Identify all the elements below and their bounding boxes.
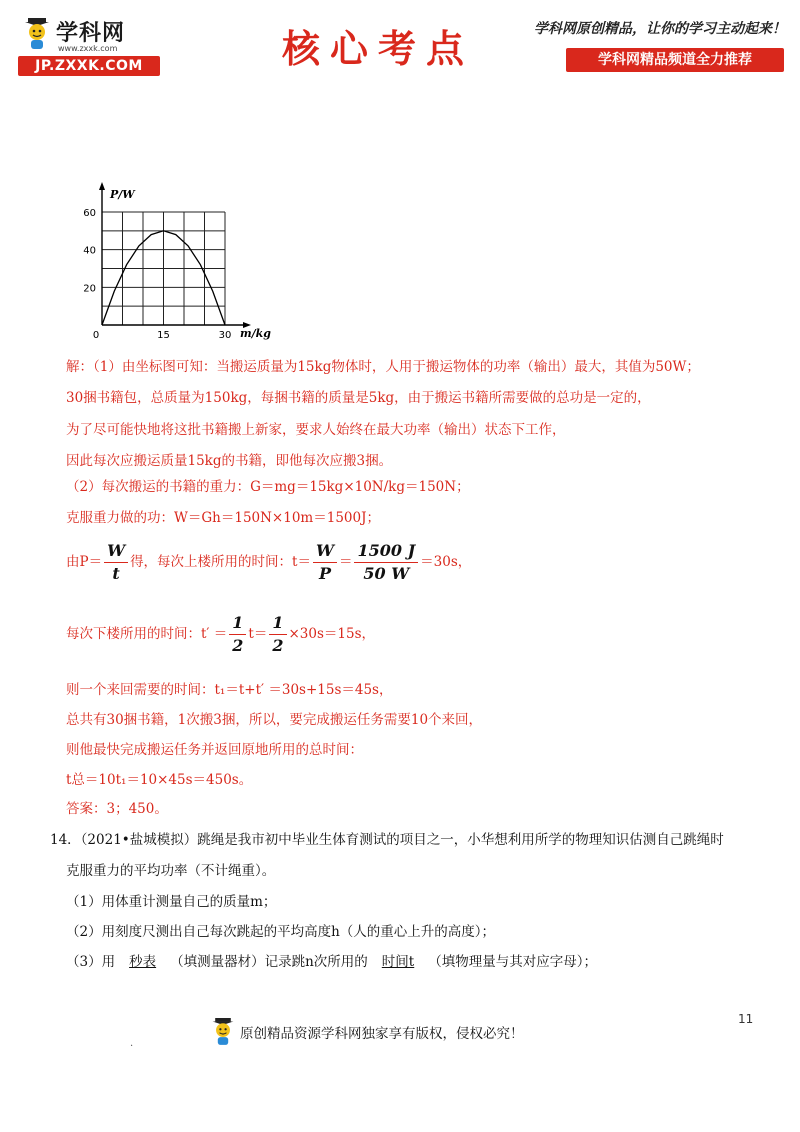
text-segment: 由P＝ <box>66 554 103 570</box>
fraction-1500j-over-50w <box>354 540 418 585</box>
header-slogan: 学科网原创精品，让你的学习主动起来！ <box>534 21 786 37</box>
x-axis-label: m/kg <box>240 327 271 340</box>
solution-line-8 <box>66 612 375 657</box>
text-segment: 每次下楼所用的时间：t′ ＝ <box>66 626 228 642</box>
question-14-line-3: （1）用体重计测量自己的质量m； <box>66 894 277 910</box>
page-title: 核心考点 <box>282 26 475 71</box>
channel-banner: 学科网精品频道全力推荐 <box>566 48 784 72</box>
fraction-numerator: 1500 J <box>354 540 418 563</box>
answer-blank-quantity: 时间t <box>381 954 415 970</box>
text-segment: （填测量器材）记录跳n次所用的 <box>170 954 368 970</box>
question-14-line-5 <box>66 952 597 972</box>
solution-line-6: 克服重力做的功：W＝Gh＝150N×10m＝1500J； <box>66 510 380 526</box>
fraction-one-half <box>269 612 286 657</box>
fraction-numerator: 1 <box>269 612 286 635</box>
question-14-line-4: （2）用刻度尺测出自己每次跳起的平均高度h（人的重心上升的高度）； <box>66 924 496 940</box>
x-tick-label: 0 <box>92 330 100 340</box>
fraction-w-over-p <box>313 540 337 585</box>
fraction-w-over-t <box>104 540 128 585</box>
mascot-icon <box>22 16 52 50</box>
solution-line-12: t总＝10t₁＝10×45s＝450s。 <box>66 772 253 788</box>
y-tick-label: 60 <box>83 208 96 219</box>
solution-line-1: 解：（1）由坐标图可知：当搬运质量为15kg物体时，人用于搬运物体的功率（输出）最大，其值为50W； <box>66 359 700 375</box>
fraction-one-half <box>229 612 246 657</box>
text-segment: 得，每次上楼所用的时间：t＝ <box>130 554 311 570</box>
logo-name: 学科网 <box>56 21 126 46</box>
fraction-numerator: W <box>104 540 128 563</box>
solution-line-9: 则一个来回需要的时间：t₁＝t+t′ ＝30s+15s＝45s， <box>66 682 393 698</box>
text-segment: ＝ <box>338 554 353 570</box>
site-logo <box>18 14 160 76</box>
copyright-notice: 原创精品资源学科网独家享有版权，侵权必究！ <box>240 1026 524 1042</box>
solution-line-2: 30捆书籍包，总质量为150kg，每捆书籍的质量是5kg，由于搬运书籍所需要做的总功是一定的， <box>66 390 651 406</box>
power-mass-chart <box>82 180 292 340</box>
answer-blank-instrument: 秒表 <box>129 954 157 970</box>
logo-domain: JP.ZXXK.COM <box>18 56 160 76</box>
fraction-denominator: t <box>112 564 120 583</box>
solution-line-4: 因此每次应搬运质量15kg的书籍，即他每次应搬3捆。 <box>66 453 393 469</box>
footer-dot: . <box>130 1038 134 1049</box>
fraction-denominator: 2 <box>272 636 284 655</box>
solution-line-11: 则他最快完成搬运任务并返回原地所用的总时间： <box>66 742 363 758</box>
fraction-denominator: 2 <box>232 636 244 655</box>
x-tick-label: 30 <box>218 330 232 340</box>
fraction-numerator: W <box>313 540 337 563</box>
solution-line-7 <box>66 540 471 585</box>
solution-line-5: （2）每次搬运的书籍的重力：G＝mg＝15kg×10N/kg＝150N； <box>66 479 470 495</box>
solution-line-3: 为了尽可能快地将这批书籍搬上新家，要求人始终在最大功率（输出）状态下工作， <box>66 422 566 438</box>
text-segment: ＝30s， <box>420 554 472 570</box>
question-14-line-2: 克服重力的平均功率（不计绳重）。 <box>66 863 276 879</box>
text-segment: t＝ <box>248 626 268 642</box>
question-14-line-1: 14．（2021•盐城模拟）跳绳是我市初中毕业生体育测试的项目之一，小华想利用所学的物理知识估测自己跳绳时 <box>50 832 724 848</box>
y-axis-arrow <box>99 182 105 190</box>
page-number: 11 <box>738 1012 754 1026</box>
mascot-icon <box>210 1016 236 1046</box>
text-segment: （填物理量与其对应字母）； <box>428 954 597 970</box>
fraction-denominator: 50 W <box>363 564 410 583</box>
answer-line: 答案：3；450。 <box>66 801 168 817</box>
solution-line-10: 总共有30捆书籍，1次搬3捆，所以，要完成搬运任务需要10个来回， <box>66 712 483 728</box>
x-tick-label: 15 <box>157 330 170 340</box>
fraction-denominator: P <box>318 564 331 583</box>
logo-subtitle: www.zxxk.com <box>58 44 118 53</box>
y-axis-label: P/W <box>110 188 135 201</box>
y-tick-label: 40 <box>83 245 96 257</box>
text-segment: （3）用 <box>66 954 116 970</box>
text-segment: ×30s＝15s， <box>288 626 376 642</box>
fraction-numerator: 1 <box>229 612 246 635</box>
y-tick-label: 20 <box>83 283 96 295</box>
